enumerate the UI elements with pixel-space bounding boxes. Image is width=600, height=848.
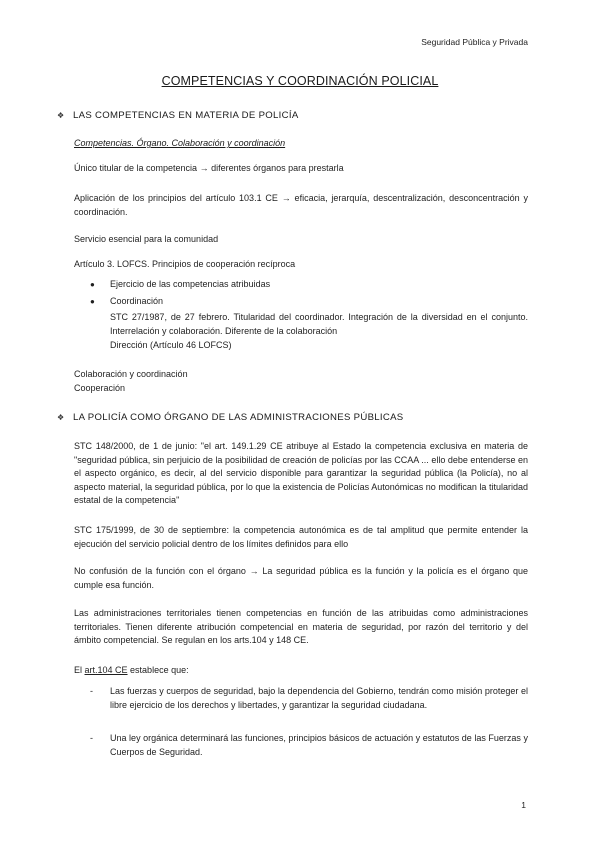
paragraph: STC 148/2000, de 1 de junio: "el art. 149.1.29 CE atribuye al Estado la competencia exclusiva en materia de "seguridad pública, sin perjuicio de la posibilidad de creación de policías por las CCAA ... ello debe entenderse en el aspecto orgánico, es decir, al del servicio disponible para garantizar la seguridad pública (la Policía), no al aspecto material, la seguridad pública, por lo que la existencia de Policías Autonómicas no modifican la titularidad estatal de la competencia" bbox=[74, 441, 528, 505]
document-title: COMPETENCIAS Y COORDINACIÓN POLICIAL bbox=[161, 74, 439, 88]
paragraph: STC 175/1999, de 30 de septiembre: la competencia autonómica es de tal amplitud que permite entender la ejecución del servicio policial dentro de los límites definidos para ello bbox=[74, 525, 528, 549]
paragraph: Artículo 3. LOFCS. Principios de cooperación recíproca bbox=[74, 259, 296, 269]
article-intro: El art.104 CE establece que: bbox=[74, 665, 189, 675]
paragraph: Servicio esencial para la comunidad bbox=[74, 234, 219, 244]
paragraph: Las administraciones territoriales tienen competencias en función de las atribuidas como administraciones territoriales. Tienen diferente atribución competencial en materia de seguridad, por razón del territorio y del ámbito competencial. Se regulan en los arts.104 y 148 CE. bbox=[74, 608, 528, 645]
section-heading-text: LA POLICÍA COMO ÓRGANO DE LAS ADMINISTRACIONES PÚBLICAS bbox=[73, 412, 404, 423]
coordination-detail: STC 27/1987, de 27 febrero. Titularidad del coordinador. Integración de la diversidad en el conjunto. Interrelación y colaboración. Diferente de la colaboración bbox=[110, 312, 528, 336]
diamond-bullet-icon: ❖ bbox=[57, 413, 65, 422]
section-heading-text: LAS COMPETENCIAS EN MATERIA DE POLICÍA bbox=[73, 110, 299, 121]
diamond-bullet-icon: ❖ bbox=[57, 111, 65, 120]
subheading: Competencias. Órgano. Colaboración y coordinación bbox=[74, 138, 286, 148]
list-item: - Las fuerzas y cuerpos de seguridad, bajo la dependencia del Gobierno, tendrán como misión proteger el libre ejercicio de los derechos y libertades, y garantizar la seguridad ciudadana. bbox=[90, 686, 528, 710]
paragraph: Único titular de la competencia → diferentes órganos para prestarla bbox=[74, 163, 344, 173]
direction-line: Dirección (Artículo 46 LOFCS) bbox=[110, 340, 232, 350]
dash-bullet-icon: - bbox=[90, 733, 93, 743]
paragraph: Aplicación de los principios del artículo 103.1 CE → eficacia, jerarquía, descentralización, desconcentración y coordinación. bbox=[74, 193, 528, 217]
bullet-dot-icon: ● bbox=[90, 280, 95, 289]
paragraph: No confusión de la función con el órgano → La seguridad pública es la función y la policía es el órgano que cumple esa función. bbox=[74, 566, 528, 590]
page-number: 1 bbox=[521, 800, 526, 810]
list-item: ● Coordinación bbox=[90, 295, 528, 309]
list-item: - Una ley orgánica determinará las funciones, principios básicos de actuación y estatutos de las Fuerzas y Cuerpos de Seguridad. bbox=[90, 733, 528, 757]
section-heading-competencias bbox=[57, 110, 527, 121]
article-link[interactable]: art.104 CE bbox=[84, 665, 128, 675]
running-header: Seguridad Pública y Privada bbox=[421, 37, 528, 47]
bullet-dot-icon: ● bbox=[90, 297, 95, 306]
paragraph: Cooperación bbox=[74, 383, 126, 393]
section-heading-policia bbox=[57, 412, 527, 423]
dash-bullet-icon: - bbox=[90, 686, 93, 696]
paragraph: Colaboración y coordinación bbox=[74, 369, 188, 379]
list-item: ● Ejercicio de las competencias atribuidas bbox=[90, 278, 528, 292]
